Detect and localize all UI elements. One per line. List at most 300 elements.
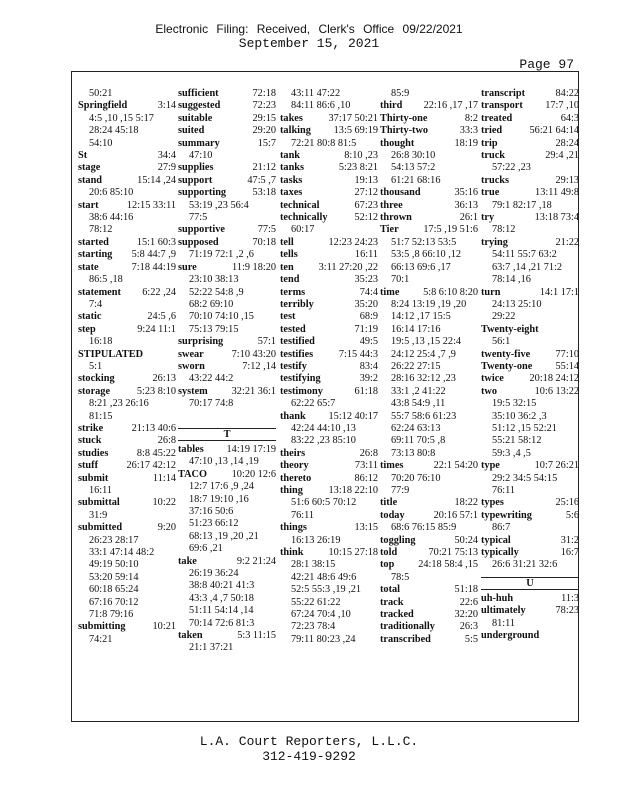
index-entry	[380, 113, 478, 125]
page-refs: 27:12	[354, 187, 378, 199]
page-refs-continued: 16:11	[89, 485, 113, 496]
page-refs-continued: 75:13 79:15	[189, 323, 239, 335]
index-entry	[280, 547, 378, 559]
page-refs: 21:13 40:6	[131, 422, 176, 434]
index-term: technically	[280, 212, 328, 224]
index-term: state	[78, 261, 99, 273]
index-entry	[481, 125, 579, 137]
index-entry	[380, 497, 478, 509]
page-refs: 25:16	[555, 497, 579, 509]
index-term: tested	[280, 323, 306, 335]
index-entry	[380, 200, 478, 212]
page-refs-continued: 61:21 68:16	[391, 174, 441, 186]
page-refs: 6:22 ,24	[142, 286, 176, 298]
index-entry	[380, 535, 478, 547]
index-term: stand	[78, 174, 103, 186]
index-term: storage	[78, 385, 111, 397]
page-refs: 13:18 73:4	[534, 212, 579, 224]
page-refs: 14:1 17:1	[539, 286, 579, 298]
index-term: try	[481, 212, 495, 224]
index-entry	[280, 274, 378, 286]
page-refs-continued: 68:6 76:15 85:9	[391, 522, 457, 534]
index-term: sure	[178, 261, 197, 273]
index-entry	[380, 609, 478, 621]
page-refs-continued: 43:11 47:22	[291, 88, 341, 99]
page-refs-continued: 67:24 70:4 ,10	[291, 609, 351, 621]
page-refs: 57:1	[257, 336, 276, 348]
index-term: typically	[481, 547, 519, 559]
index-term: tank	[280, 150, 301, 162]
page-refs-continued: 77:5	[189, 212, 208, 224]
page-refs-continued: 51:11 54:14 ,14	[189, 605, 254, 617]
index-term: underground	[481, 630, 540, 642]
footer-phone: 312-419-9292	[262, 749, 356, 764]
index-entry	[481, 361, 579, 373]
index-entry	[481, 138, 579, 150]
index-term: submitted	[78, 522, 123, 534]
index-term: tasks	[280, 174, 303, 186]
page-refs: 5:23 8:10	[136, 385, 176, 397]
page-refs-continued: 66:13 69:6 ,17	[391, 261, 451, 273]
page-refs-continued: 37:16 50:6	[189, 506, 234, 517]
page-refs: 67:23	[354, 199, 378, 211]
page-refs: 7:18 44:19	[131, 261, 176, 273]
page-refs-continued: 72:23 78:4	[291, 621, 336, 633]
page-refs-continued: 35:10 36:2 ,3	[492, 410, 547, 422]
index-entry	[380, 287, 478, 299]
index-term: St	[78, 150, 88, 162]
index-term: testified	[280, 336, 315, 348]
index-entry	[481, 212, 579, 224]
page-refs: 15:12 40:17	[328, 410, 378, 422]
index-entry	[78, 522, 176, 534]
page-refs: 7:10 43:20	[231, 348, 276, 360]
page-refs: 78:23	[555, 605, 579, 617]
index-entry	[280, 187, 378, 199]
index-entry	[78, 423, 176, 435]
index-term: theirs	[280, 447, 306, 459]
index-entry	[178, 444, 276, 456]
page-refs: 11:3	[561, 592, 579, 604]
page-refs: 77:5	[257, 224, 276, 236]
page-refs-continued: 68:2 69:10	[189, 298, 234, 310]
page-refs: 17:7 ,10	[545, 100, 579, 112]
index-term: thought	[380, 137, 415, 149]
index-entry	[280, 287, 378, 299]
index-term: trucks	[481, 174, 510, 186]
index-term: truck	[481, 150, 506, 162]
index-term: suggested	[178, 100, 221, 112]
index-entry	[380, 634, 478, 646]
index-entry	[481, 324, 579, 336]
page-refs-continued: 83:22 ,23 85:10	[291, 435, 356, 447]
page-refs-continued: 60:18 65:24	[89, 584, 139, 596]
page-refs: 51:18	[454, 584, 478, 596]
page-refs: 13:18 22:10	[328, 485, 378, 496]
page-refs-continued: 51:12 ,15 52:21	[492, 422, 557, 434]
index-entry	[78, 373, 176, 385]
index-entry	[481, 497, 579, 509]
index-term: today	[380, 509, 405, 521]
page-refs-continued: 52:22 54:8 ,9	[189, 286, 244, 298]
page-refs-continued: 53:19 ,23 56:4	[189, 199, 249, 211]
page-refs-continued: 72:21 80:8 81:5	[291, 137, 357, 149]
page-refs-continued: 18:7 19:10 ,16	[189, 493, 249, 505]
index-entry	[178, 336, 276, 348]
page-refs-continued: 51:23 66:12	[189, 518, 239, 530]
index-entry	[481, 349, 579, 361]
index-term: Twenty-one	[481, 360, 533, 372]
index-term: treated	[481, 112, 513, 124]
page-refs: 16:11	[354, 249, 378, 261]
page-refs-continued: 8:24 13:19 ,19 ,20	[391, 298, 467, 310]
index-entry	[280, 473, 378, 485]
index-term: typewriting	[481, 509, 532, 521]
index-term: test	[280, 311, 296, 323]
index-entry	[280, 200, 378, 212]
page-refs-continued: 56:1	[492, 336, 511, 348]
index-term: STIPULATED	[78, 348, 144, 360]
index-column-4	[380, 88, 478, 646]
index-term: step	[78, 323, 96, 335]
index-term: submit	[78, 472, 109, 484]
page-refs-continued: 24:12 25:4 ,7 ,9	[391, 348, 456, 360]
page-refs: 55:14	[555, 360, 579, 372]
index-entry	[280, 373, 378, 385]
page-refs-continued: 77:9	[391, 485, 410, 496]
index-term: turn	[481, 286, 501, 298]
index-term: trying	[481, 236, 508, 248]
index-entry	[280, 262, 378, 274]
page-refs-continued: 70:1	[391, 274, 410, 286]
index-term: twice	[481, 373, 504, 385]
page-refs: 11:14	[152, 472, 176, 484]
page-refs: 10:22	[152, 497, 176, 509]
section-letter: T	[178, 428, 276, 441]
index-entry	[280, 522, 378, 534]
index-term: sufficient	[178, 88, 219, 99]
page-refs: 15:14 ,24	[137, 174, 176, 186]
index-term: tables	[178, 443, 204, 455]
page-refs: 73:11	[354, 460, 378, 472]
index-entry	[280, 311, 378, 323]
index-term: sworn	[178, 360, 205, 372]
footer-company: L.A. Court Reporters, L.L.C.	[199, 734, 419, 749]
index-term: thousand	[380, 187, 421, 199]
index-entry	[380, 584, 478, 596]
index-entry	[481, 510, 579, 522]
index-column-5	[481, 88, 579, 642]
page-refs-continued: 43:3 ,4 ,7 50:18	[189, 592, 254, 604]
page-refs-continued: 81:15	[89, 410, 113, 422]
date-header: September 15, 2021	[238, 36, 380, 51]
page-refs: 13:15	[354, 522, 378, 534]
index-term: thing	[280, 485, 303, 496]
page-refs-continued: 38:6 44:16	[89, 212, 134, 224]
index-term: theory	[280, 460, 309, 472]
page-refs-continued: 5:1	[89, 360, 103, 372]
page-refs-continued: 38:8 40:21 41:3	[189, 580, 255, 592]
page-refs: 5:3 11:15	[237, 630, 276, 642]
index-term: trip	[481, 137, 498, 149]
page-refs-continued: 29:2 34:5 54:15	[492, 472, 558, 484]
index-term: toggling	[380, 534, 416, 546]
page-refs: 71:19	[354, 323, 378, 335]
page-refs-continued: 53:5 ,8 66:10 ,12	[391, 249, 462, 261]
page-refs-continued: 24:13 25:10	[492, 298, 542, 310]
page-refs: 72:18	[252, 88, 276, 99]
index-entry	[280, 212, 378, 224]
index-term: traditionally	[380, 621, 435, 633]
index-term: started	[78, 236, 109, 248]
page-refs: 13:11 49:8	[535, 187, 579, 199]
index-entry	[78, 262, 176, 274]
page-refs: 8:8 45:22	[136, 447, 176, 459]
index-term: things	[280, 522, 307, 534]
page-refs: 18:22	[454, 497, 478, 509]
index-term: taken	[178, 630, 203, 642]
index-term: Thirty-one	[380, 112, 428, 124]
page-refs: 70:18	[252, 236, 276, 248]
page-refs-continued: 70:14 72:6 81:3	[189, 617, 255, 629]
filing-header: Electronic Filing: Received, Clerk's Office 09/22/2021	[155, 22, 463, 36]
index-term: tried	[481, 125, 503, 137]
page-refs-continued: 8:21 ,23 26:16	[89, 398, 149, 410]
index-entry	[481, 100, 579, 112]
page-refs-continued: 70:17 74:8	[189, 398, 234, 410]
page-refs: 3:11 27:20 ,22	[318, 261, 378, 273]
index-term: tanks	[280, 162, 305, 174]
page-refs: 56:21 64:14	[529, 125, 579, 137]
page-refs-continued: 54:11 55:7 63:2	[492, 249, 557, 261]
page-refs: 18:19	[454, 137, 478, 149]
page-refs: 34:4	[157, 150, 176, 162]
page-refs: 8:2	[464, 112, 478, 124]
page-refs-continued: 85:9	[391, 88, 410, 99]
page-refs: 86:12	[354, 472, 378, 484]
page-refs: 12:15 33:11	[126, 199, 176, 211]
index-entry	[178, 113, 276, 125]
page-refs: 20:18 24:12	[529, 373, 579, 385]
page-refs: 84:22	[555, 88, 579, 99]
index-term: two	[481, 385, 498, 397]
page-refs: 70:21 75:13	[428, 547, 478, 559]
index-entry	[380, 100, 478, 112]
index-term: surprising	[178, 336, 224, 348]
index-entry	[280, 411, 378, 423]
index-entry	[78, 349, 176, 361]
index-term: thank	[280, 410, 306, 422]
index-entry	[380, 510, 478, 522]
index-term: three	[380, 199, 403, 211]
page-refs: 83:4	[359, 360, 378, 372]
page-refs: 7:15 44:3	[338, 348, 378, 360]
index-term: starting	[78, 249, 113, 261]
index-entry	[78, 473, 176, 485]
page-refs-continued: 50:21	[89, 88, 113, 99]
index-term: suitable	[178, 112, 213, 124]
page-refs-continued: 19:5 ,13 ,15 22:4	[391, 336, 462, 348]
index-entry	[280, 150, 378, 162]
page-refs-continued: 26:19 36:24	[189, 568, 239, 580]
index-term: studies	[78, 447, 109, 459]
index-entry	[178, 224, 276, 236]
index-entry	[481, 460, 579, 472]
index-entry	[280, 361, 378, 373]
page-refs: 14:19 17:19	[226, 443, 276, 455]
index-term: takes	[280, 112, 303, 124]
page-refs-continued: 26:8 30:10	[391, 150, 436, 162]
index-entry	[280, 175, 378, 187]
index-term: take	[178, 555, 197, 567]
page-refs-continued: 67:16 70:12	[89, 596, 139, 608]
index-term: stuff	[78, 460, 99, 472]
page-refs-continued: 23:10 38:13	[189, 274, 239, 286]
page-refs: 64:3	[560, 112, 579, 124]
page-refs-continued: 78:5	[391, 571, 410, 583]
page-refs: 31:2	[560, 534, 579, 546]
index-entry	[280, 336, 378, 348]
page-refs-continued: 4:5 ,10 ,15 5:17	[89, 112, 154, 124]
index-entry	[380, 138, 478, 150]
index-term: supporting	[178, 187, 227, 199]
index-term: tells	[280, 249, 298, 261]
index-entry	[78, 497, 176, 509]
index-entry	[481, 150, 579, 162]
index-term: tell	[280, 236, 294, 248]
index-entry	[178, 469, 276, 481]
index-entry	[481, 187, 579, 199]
page-refs-continued: 16:14 17:16	[391, 323, 441, 335]
index-term: testifies	[280, 348, 314, 360]
index-term: tracked	[380, 609, 414, 621]
index-term: uh-huh	[481, 592, 514, 604]
index-entry	[280, 324, 378, 336]
page-refs: 49:5	[359, 336, 378, 348]
index-entry	[178, 187, 276, 199]
page-refs-continued: 16:18	[89, 336, 113, 348]
index-term: transcribed	[380, 633, 431, 645]
section-letter: U	[481, 577, 579, 590]
index-entry	[380, 559, 478, 571]
index-entry	[78, 249, 176, 261]
index-entry	[178, 262, 276, 274]
index-entry	[481, 386, 579, 398]
page-refs-continued: 14:12 ,17 15:5	[391, 311, 451, 323]
page-refs: 29:13	[555, 174, 579, 186]
page-refs: 26:1	[459, 212, 478, 224]
page-refs-continued: 55:7 58:6 61:23	[391, 410, 457, 422]
page-refs: 77:10	[555, 348, 579, 360]
page-refs: 10:7 26:21	[534, 460, 579, 472]
index-term: stage	[78, 162, 101, 174]
page-refs: 20:16 57:1	[433, 509, 478, 521]
page-refs: 10:20 12:6	[231, 468, 276, 480]
index-term: time	[380, 286, 400, 298]
page-refs-continued: 79:11 80:23 ,24	[291, 633, 356, 645]
index-entry	[78, 200, 176, 212]
page-refs-continued: 55:21 58:12	[492, 435, 542, 447]
page-refs-continued: 86:5 ,18	[89, 274, 123, 286]
index-term: types	[481, 497, 504, 509]
page-refs: 33:3	[459, 125, 478, 137]
index-entry	[380, 224, 478, 236]
index-entry	[78, 237, 176, 249]
page-refs-continued: 16:13 26:19	[291, 534, 341, 546]
page-refs: 36:13	[454, 199, 478, 211]
index-term: strike	[78, 422, 104, 434]
page-refs: 21:12	[252, 162, 276, 174]
page-refs-continued: 42:24 44:10 ,13	[291, 422, 356, 434]
index-term: submittal	[78, 497, 120, 509]
page-refs-continued: 43:8 54:9 ,11	[391, 398, 446, 410]
index-entry	[481, 88, 579, 100]
page-refs-continued: 70:10 74:10 ,15	[189, 311, 254, 323]
index-entry	[380, 621, 478, 633]
page-refs-continued: 47:10 ,13 ,14 ,19	[189, 456, 259, 468]
index-term: taxes	[280, 187, 303, 199]
index-entry	[178, 237, 276, 249]
index-entry	[481, 113, 579, 125]
index-term: ten	[280, 261, 294, 273]
index-term: title	[380, 497, 398, 509]
index-entry	[280, 349, 378, 361]
page-refs-continued: 62:22 65:7	[291, 398, 336, 410]
page-refs: 12:23 24:23	[328, 236, 378, 248]
page-refs-continued: 71:8 79:16	[89, 609, 134, 621]
index-entry	[280, 162, 378, 174]
page-refs: 5:8 44:7 ,9	[131, 249, 176, 261]
index-term: told	[380, 547, 398, 559]
index-term: terribly	[280, 298, 314, 310]
page-refs-continued: 71:19 72:1 ,2 ,6	[189, 249, 254, 261]
index-entry	[178, 386, 276, 398]
page-refs-continued: 53:20 59:14	[89, 571, 139, 583]
page-refs-continued: 12:7 17:6 ,9 ,24	[189, 481, 254, 493]
index-term: Thirty-two	[380, 125, 429, 137]
page-refs-continued: 49:19 50:10	[89, 559, 139, 571]
index-column-1	[78, 88, 176, 646]
index-entry	[481, 605, 579, 617]
index-term: Springfield	[78, 100, 128, 112]
index-term: testifying	[280, 373, 321, 385]
index-term: Tier	[380, 224, 399, 236]
index-term: think	[280, 547, 304, 559]
index-entry	[280, 237, 378, 249]
page-refs: 15:1 60:3	[136, 236, 176, 248]
index-column-2	[178, 88, 276, 655]
index-entry	[78, 311, 176, 323]
index-term: supposed	[178, 236, 219, 248]
index-entry	[280, 299, 378, 311]
index-entry	[178, 361, 276, 373]
index-term: static	[78, 311, 102, 323]
index-term: transcript	[481, 88, 526, 99]
page-refs-continued: 33:1 ,2 41:22	[391, 385, 446, 397]
page-refs: 9:20	[157, 522, 176, 534]
page-refs: 13:5 69:19	[333, 125, 378, 137]
page-refs-continued: 70:20 76:10	[391, 472, 441, 484]
page-refs-continued: 76:11	[492, 485, 516, 496]
page-refs-continued: 26:23 28:17	[89, 534, 139, 546]
page-refs: 5:8 6:10 8:20	[423, 286, 478, 298]
page-refs: 35:20	[354, 298, 378, 310]
index-term: typical	[481, 534, 511, 546]
index-entry	[481, 175, 579, 187]
page-refs: 11:9 18:20	[232, 261, 276, 273]
page-refs-continued: 29:22	[492, 311, 516, 323]
index-entry	[78, 324, 176, 336]
